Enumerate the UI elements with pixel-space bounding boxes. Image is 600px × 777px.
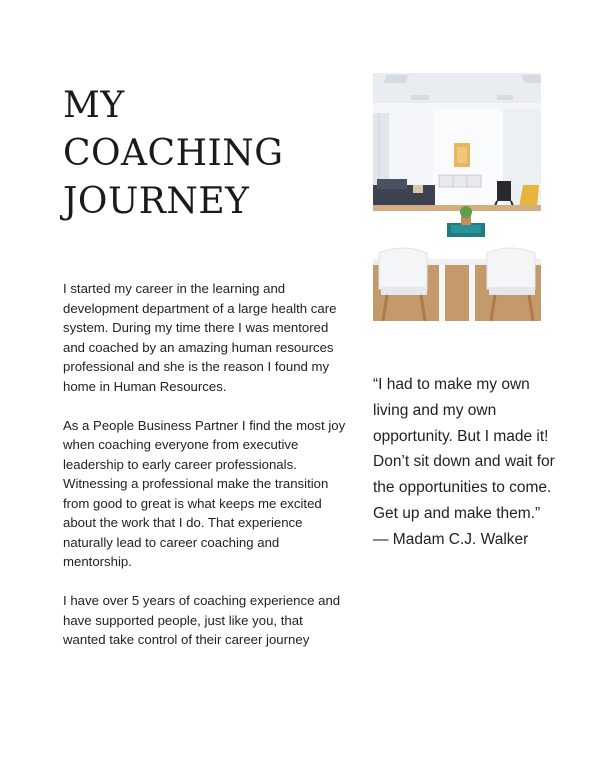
page-title [63,82,343,226]
paragraph-experience: I have over 5 years of coaching experience and have supported people, just like you, that wanted take control of their career journey [63,593,341,647]
title-line-2: COACHING [63,133,284,174]
body-text [63,279,348,669]
title-line-1: MY [63,85,125,126]
paragraph-business-partner: As a People Business Partner I find the most joy when coaching everyone from executive leadership to early career professionals. Witnessing a professional make the transition from good to great is what keeps me excited about the work that I do. That experience naturally lead to career coaching and mentorship. [63,417,346,569]
office-photo [373,73,541,321]
quote-text: “I had to make my own living and my own opportunity. But I made it! Don’t sit down and wait for the opportunities to come. Get up and make them.” — Madam C.J. Walker [373,376,555,548]
paragraph-career-start: I started my career in the learning and development department of a large health care system. During my time there I was mentored and coached by an amazing human resources professional and she is the reason I found my home in Human Resources. [63,281,337,394]
title-line-3: JOURNEY [63,181,250,222]
